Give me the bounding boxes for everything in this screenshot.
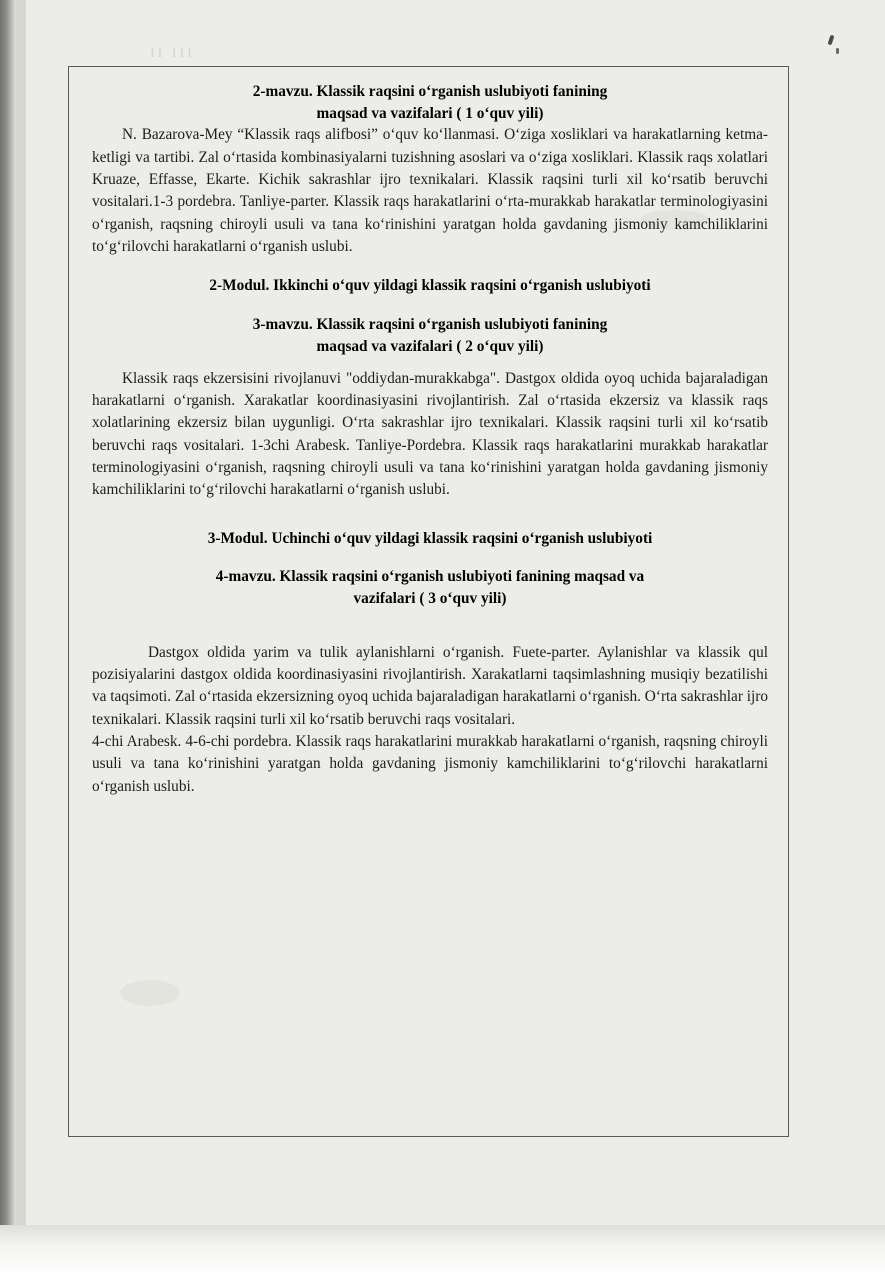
topic4-heading-line1: 4-mavzu. Klassik raqsini o‘rganish uslubiyoti fanining maqsad va: [215, 568, 645, 586]
topic2-heading: [92, 81, 768, 124]
scan-spine-shadow: [0, 0, 14, 1277]
scan-left-margin: [14, 0, 26, 1277]
topic3-heading-line1: 3-mavzu. Klassik raqsini o‘rganish uslubiyoti fanining: [252, 316, 608, 334]
module3-heading: 3-Modul. Uchinchi o‘quv yildagi klassik raqsini o‘rganish uslubiyoti: [207, 529, 653, 547]
topic4-body-first: Dastgox oldida yarim va tulik aylanishlarni o‘rganish. Fuete-parter. Aylanishlar va klassik qul pozisiyalarini dastgox oldida koordinasiyasini rivojlantirish. Xarakatlarni taqsimlashning musiqiy bezatilishi va taqsimoti. Zal o‘rtasida ekzersizning oyoq uchida bajaraladigan harakatlarni o‘rganish. O‘rta sakrashlar ijro texnikalari. Klassik raqsini turli xil ko‘rsatib beruvchi raqs vositalari.: [92, 643, 768, 728]
topic2-heading-line2: maqsad va vazifalari ( 1 o‘quv yili): [316, 104, 544, 122]
topic4-body-second: 4-chi Arabesk. 4-6-chi pordebra. Klassik raqs harakatlarini murakkab harakatlarni o‘rganish, raqsning chiroyli usuli va tana ko‘rinishini yaratgan holda gavdaning jismoniy kamchiliklarini to‘g‘rilovchi harakatlarni o‘rganish uslubi.: [92, 733, 768, 795]
topic4-heading-line2: vazifalari ( 3 o‘quv yili): [353, 589, 507, 607]
topic2-body: N. Bazarova-Mey “Klassik raqs alifbosi” o‘quv ko‘llanmasi. O‘ziga xosliklari va harakatlarning ketma-ketligi va tartibi. Zal o‘rtasida kombinasiyalarni tuzishning asoslari va o‘ziga xosliklari. Klassik raqs xolatlari Kruaze, Effasse, Ekarte. Kichik sakrashlar ijro texnikalari. Klassik raqsini turli xil ko‘rsatib beruvchi vositalari.1-3 pordebra. Tanliye-parter. Klassik raqs harakatlarini o‘rta-murakkab harakatlar terminologiyasini o‘rganish, raqsning chiroyli usuli va tana ko‘rinishini yaratgan holda gavdaning jismoniy kamchiliklarini to‘g‘rilovchi harakatlarni o‘rganish uslubi.: [92, 126, 768, 256]
document-text-frame: [68, 66, 789, 1137]
topic4-heading: [92, 566, 768, 609]
topic2-heading-line1: 2-mavzu. Klassik raqsini o‘rganish uslubiyoti fanining: [252, 83, 608, 100]
scan-speck: [836, 48, 839, 54]
module2-heading: 2-Modul. Ikkinchi o‘quv yildagi klassik raqsini o‘rganish uslubiyoti: [209, 277, 651, 295]
topic3-heading-line2: maqsad va vazifalari ( 2 o‘quv yili): [316, 337, 544, 355]
bleed-through-text: II III: [150, 46, 195, 61]
topic3-body: Klassik raqs ekzersisini rivojlanuvi "oddiydan-murakkabga". Dastgox oldida oyoq uchida bajaraladigan harakatlarni o‘rganish. Xarakatlar koordinasiyasini rivojlantirish. Zal o‘rtasida ekzersiz va klassik raqs xolatlarining ekzersiz bilan uygunligi. O‘rta sakrashlar ijro texnikalari. Klassik raqsini turli xil ko‘rsatib beruvchi raqs vositalari. 1-3chi Arabesk. Tanliye-Pordebra. Klassik raqs harakatlarini murakkab harakatlar terminologiyasini o‘rganish, raqsning chiroyli usuli va tana ko‘rinishini yaratgan holda gavdaning jismoniy kamchiliklarini to‘g‘rilovchi harakatlarni o‘rganish uslubi.: [92, 369, 768, 499]
topic3-heading: [92, 314, 768, 357]
scan-bottom-area: [0, 1225, 885, 1277]
